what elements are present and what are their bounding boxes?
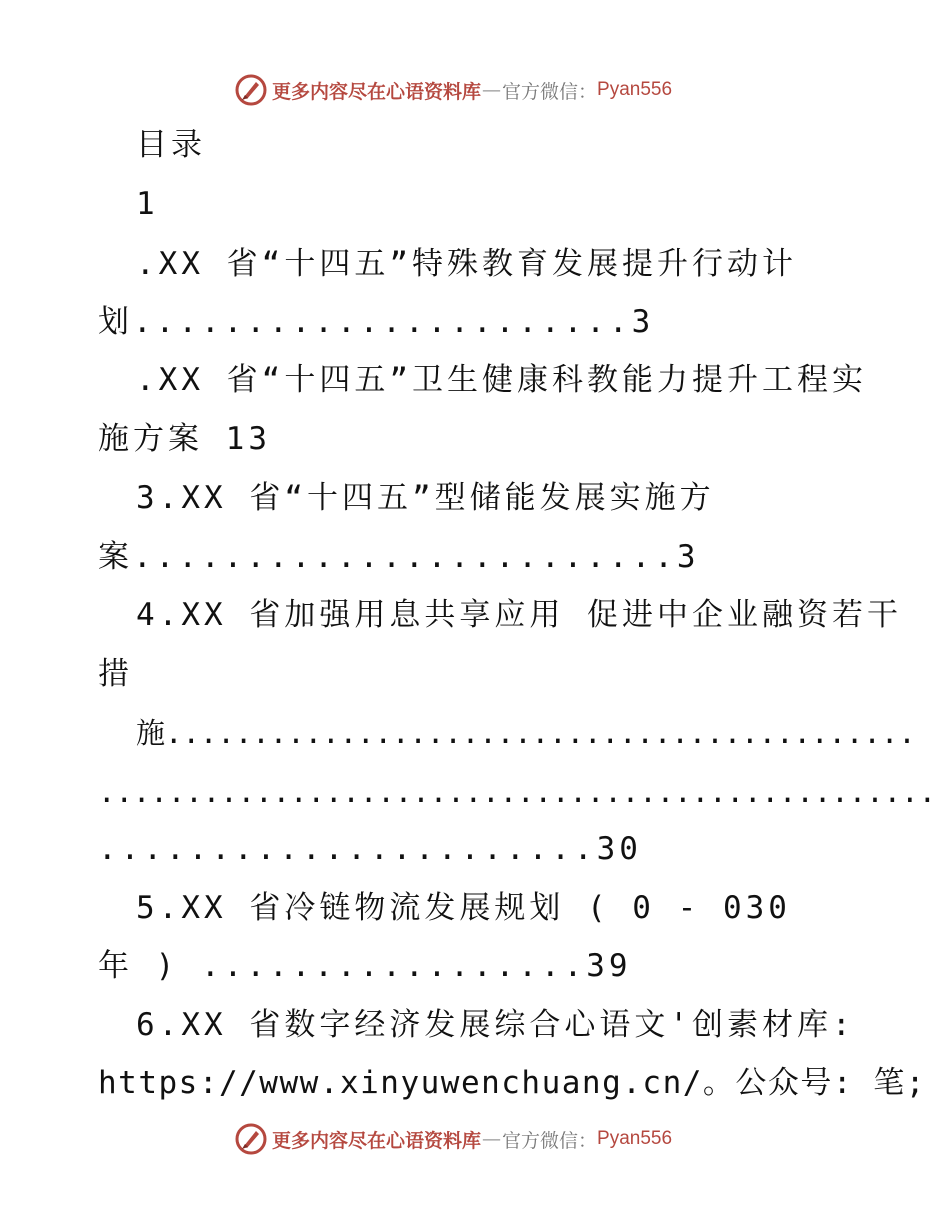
toc-line: ......................30 — [98, 831, 642, 867]
toc-line: 1 — [136, 186, 159, 222]
watermark-text: 更多内容尽在心语资料库 — [272, 1129, 482, 1152]
toc-title: 目录 — [136, 127, 206, 163]
watermark-header — [234, 72, 754, 108]
toc-line: .XX 省“十四五”卫生健康科教能力提升工程实 — [136, 362, 867, 398]
toc-line: 施........................................... — [136, 716, 916, 750]
watermark-footer — [234, 1121, 754, 1157]
toc-line: ................................................ — [98, 775, 937, 809]
watermark-label: 官方微信： — [502, 1129, 598, 1152]
toc-line: 划......................3 — [98, 304, 655, 340]
toc-line: 案........................3 — [98, 539, 700, 575]
toc-line: https://www.xinyuwenchuang.cn/。公众号: 笔; — [98, 1065, 926, 1101]
watermark-separator: — — [482, 79, 502, 101]
toc-line: 5.XX 省冷链物流发展规划 ( 0 - 030 — [136, 890, 791, 926]
toc-line: .XX 省“十四五”特殊教育发展提升行动计 — [136, 246, 797, 282]
pen-logo-icon — [234, 73, 268, 107]
watermark-separator: — — [482, 1128, 502, 1150]
toc-line: 措 — [98, 656, 133, 692]
toc-line: 施方案 13 — [98, 421, 271, 457]
watermark-text: 更多内容尽在心语资料库 — [272, 80, 482, 103]
toc-line: 3.XX 省“十四五”型储能发展实施方 — [136, 480, 715, 516]
watermark-id: Pyan556 — [597, 79, 673, 100]
watermark-id: Pyan556 — [597, 1128, 673, 1149]
watermark-label: 官方微信： — [502, 80, 598, 103]
toc-line: 6.XX 省数字经济发展综合心语文'创素材库: — [136, 1007, 855, 1043]
toc-line: 年 ) .................39 — [98, 948, 632, 984]
pen-logo-icon — [234, 1122, 268, 1156]
toc-line: 4.XX 省加强用息共享应用 促进中企业融资若干 — [136, 597, 902, 633]
